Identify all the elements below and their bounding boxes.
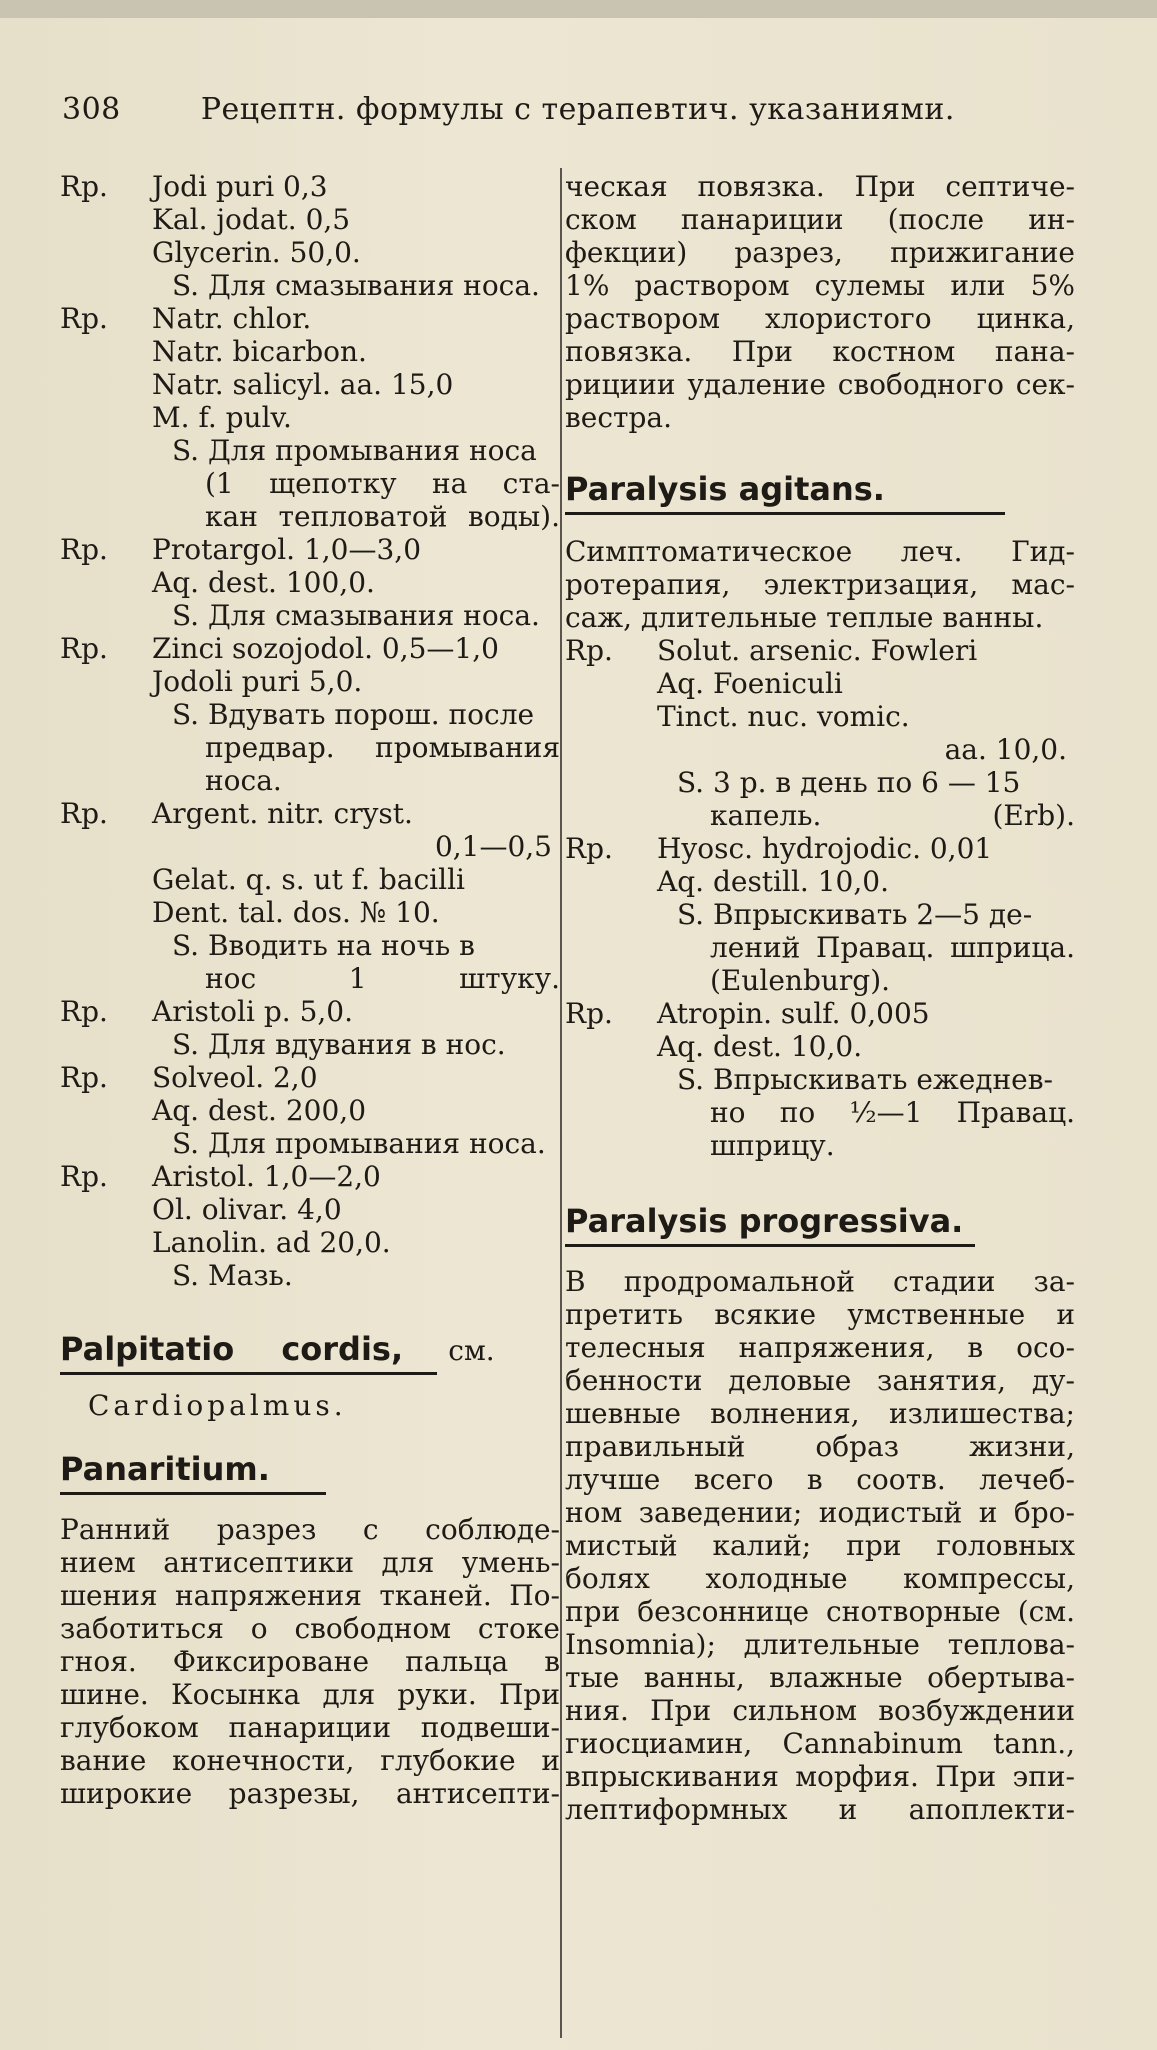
panaritium-title: Panaritium. xyxy=(60,1450,326,1495)
rx-ingredient: Natr. bicarbon. xyxy=(152,335,367,368)
rx-signa-cont: шприцу. xyxy=(710,1129,835,1162)
text-line: ротерапия, электризация, мас- xyxy=(565,568,1075,601)
rx-signa-cont: лений Правац. шприца. xyxy=(710,931,1075,964)
rx-ingredient: Argent. nitr. cryst. xyxy=(152,797,413,830)
text-line: саж, длительные теплые ванны. xyxy=(565,601,1044,634)
text-line: В продромальной стадии за- xyxy=(565,1265,1075,1298)
rx-ingredient: Protargol. 1,0—3,0 xyxy=(152,533,422,566)
rx-dose: aa. 10,0. xyxy=(944,733,1067,766)
rx-ingredient: Dent. tal. dos. № 10. xyxy=(152,896,440,929)
rx-ingredient: Jodi puri 0,3 xyxy=(152,170,328,203)
rx-first-line xyxy=(60,302,560,335)
rx-ingredient: M. f. pulv. xyxy=(152,401,292,434)
text-line: вание конечности, глубокие и xyxy=(60,1744,560,1777)
rx-ingredient: Aristoli p. 5,0. xyxy=(152,995,354,1028)
panaritium-continuation xyxy=(565,170,1075,434)
text-line: заботиться о свободном стоке xyxy=(60,1612,560,1645)
progressiva-title: Paralysis progressiva. xyxy=(565,1202,975,1247)
rx-signa-cont: капель. (Erb). xyxy=(710,799,1075,832)
rx-dose: 0,1—0,5 xyxy=(434,830,552,863)
rx-signa: S. Для промывания носа xyxy=(172,434,537,467)
text-line: 1% раствором сулемы или 5% xyxy=(565,269,1075,302)
text-line: правильный образ жизни, xyxy=(565,1430,1075,1463)
rx-signa: S. Для промывания носа. xyxy=(172,1127,546,1160)
rx-ingredient: Kal. jodat. 0,5 xyxy=(152,203,351,236)
palpitatio-title: Palpitatio cordis, xyxy=(60,1330,437,1375)
text-line: рициии удаление свободного сек- xyxy=(565,368,1075,401)
text-line: при безсоннице снотворные (см. xyxy=(565,1595,1075,1628)
rx-signa-cont: кан тепловатой воды). xyxy=(205,500,560,533)
rx-first-line xyxy=(565,634,1075,667)
right-column xyxy=(565,170,1075,1826)
text-line: глубоком панариции подвеши- xyxy=(60,1711,560,1744)
text-line: ческая повязка. При септиче- xyxy=(565,170,1075,203)
rx-ingredient: Aq. dest. 100,0. xyxy=(152,566,375,599)
palpitatio-reference: Cardiopalmus. xyxy=(88,1389,347,1422)
rx-ingredient: Solut. arsenic. Fowleri xyxy=(657,634,978,667)
rx-signa: S. Для вдувания в нос. xyxy=(172,1028,506,1061)
text-line: телесныя напряжения, в осо- xyxy=(565,1331,1075,1364)
text-line: фекции) разрез, прижигание xyxy=(565,236,1075,269)
rx-signa: S. Мазь. xyxy=(172,1259,293,1292)
rx-signa-cont: нос 1 штуку. xyxy=(205,962,560,995)
rx-ingredient: Glycerin. 50,0. xyxy=(152,236,361,269)
text-line: мистый калий; при головных xyxy=(565,1529,1075,1562)
rx-first-line xyxy=(60,797,560,830)
rx-first-line xyxy=(565,832,1075,865)
rx-signa: S. Впрыскивать ежеднев- xyxy=(677,1063,1053,1096)
scan-top-edge xyxy=(0,0,1157,18)
prescription-list-left xyxy=(60,170,560,1292)
agitans-title: Paralysis agitans. xyxy=(565,470,1005,515)
column-divider xyxy=(560,168,562,2038)
rp-label: Rp. xyxy=(60,1160,108,1193)
rx-ingredient: Atropin. sulf. 0,005 xyxy=(657,997,930,1030)
rx-ingredient: Hyosc. hydrojodic. 0,01 xyxy=(657,832,993,865)
text-line: Ранний разрез с соблюде- xyxy=(60,1513,560,1546)
rx-signa: S. Вдувать порош. после xyxy=(172,698,535,731)
panaritium-text xyxy=(60,1513,560,1810)
rx-signa-cont: предвар. промывания xyxy=(205,731,560,764)
rx-ingredient: Aristol. 1,0—2,0 xyxy=(152,1160,381,1193)
text-line: ском панариции (после ин- xyxy=(565,203,1075,236)
palpitatio-heading xyxy=(60,1330,560,1379)
text-line: лептиформных и апоплекти- xyxy=(565,1793,1075,1826)
running-title: Рецептн. формулы с терапевтич. указаниями. xyxy=(200,92,955,127)
page-header xyxy=(62,92,955,127)
rp-label: Rp. xyxy=(565,997,613,1030)
text-line: повязка. При костном пана- xyxy=(565,335,1075,368)
rx-signa-cont: но по ½—1 Правац. xyxy=(710,1096,1075,1129)
rx-ingredient: Aq. Foeniculi xyxy=(657,667,843,700)
rx-first-line xyxy=(60,1061,560,1094)
rp-label: Rp. xyxy=(60,1061,108,1094)
text-line: широкие разрезы, антисепти- xyxy=(60,1777,560,1810)
text-line: бенности деловые занятия, ду- xyxy=(565,1364,1075,1397)
text-line: Симптоматическое леч. Гид- xyxy=(565,535,1075,568)
see-reference-label: см. xyxy=(448,1334,495,1367)
page-number: 308 xyxy=(62,92,121,127)
rp-label: Rp. xyxy=(60,797,108,830)
text-line: вестра. xyxy=(565,401,673,434)
rx-ingredient: Aq. dest. 200,0 xyxy=(152,1094,367,1127)
rx-ingredient: Gelat. q. s. ut f. bacilli xyxy=(152,863,466,896)
text-line: гноя. Фиксироване пальца в xyxy=(60,1645,560,1678)
text-line: лучше всего в соотв. лечеб- xyxy=(565,1463,1075,1496)
rx-first-line xyxy=(60,1160,560,1193)
rx-signa: S. Для смазывания носа. xyxy=(172,599,540,632)
rx-signa: S. 3 р. в день по 6 — 15 xyxy=(677,766,1021,799)
rp-label: Rp. xyxy=(565,634,613,667)
rx-ingredient: Ol. olivar. 4,0 xyxy=(152,1193,342,1226)
text-line: гиосциамин, Cannabinum tann., xyxy=(565,1727,1075,1760)
rx-first-line xyxy=(60,632,560,665)
text-line: ния. При сильном возбуждении xyxy=(565,1694,1075,1727)
rp-label: Rp. xyxy=(60,533,108,566)
left-column xyxy=(60,170,560,1810)
rp-label: Rp. xyxy=(60,995,108,1028)
rx-ingredient: Zinci sozojodol. 0,5—1,0 xyxy=(152,632,499,665)
rx-signa-cont: (1 щепотку на ста- xyxy=(205,467,560,500)
text-line: нием антисептики для умень- xyxy=(60,1546,560,1579)
rx-signa: S. Вводить на ночь в xyxy=(172,929,475,962)
prescription-list-right xyxy=(565,634,1075,1162)
progressiva-heading xyxy=(565,1202,1075,1251)
rx-ingredient: Natr. chlor. xyxy=(152,302,312,335)
rx-ingredient: Aq. destill. 10,0. xyxy=(657,865,889,898)
text-line: впрыскивания морфия. При эпи- xyxy=(565,1760,1075,1793)
rx-signa-cont: носа. xyxy=(205,764,282,797)
agitans-heading xyxy=(565,470,1075,519)
rx-ingredient: Aq. dest. 10,0. xyxy=(657,1030,863,1063)
text-line: болях холодные компрессы, xyxy=(565,1562,1075,1595)
rx-first-line xyxy=(60,533,560,566)
agitans-intro xyxy=(565,535,1075,634)
rx-first-line xyxy=(60,170,560,203)
panaritium-heading xyxy=(60,1450,560,1499)
text-line: Insomnia); длительные теплова- xyxy=(565,1628,1075,1661)
rx-ingredient: Jodoli puri 5,0. xyxy=(152,665,363,698)
rp-label: Rp. xyxy=(60,632,108,665)
rx-ingredient: Tinct. nuc. vomic. xyxy=(657,700,910,733)
text-line: претить всякие умственные и xyxy=(565,1298,1075,1331)
rx-ingredient: Lanolin. ad 20,0. xyxy=(152,1226,391,1259)
rp-label: Rp. xyxy=(60,170,108,203)
text-line: ном заведении; иодистый и бро- xyxy=(565,1496,1075,1529)
rx-signa-cont: (Eulenburg). xyxy=(710,964,891,997)
rx-ingredient: Natr. salicyl. aa. 15,0 xyxy=(152,368,454,401)
progressiva-text xyxy=(565,1265,1075,1826)
rx-first-line xyxy=(60,995,560,1028)
text-line: шине. Косынка для руки. При xyxy=(60,1678,560,1711)
rp-label: Rp. xyxy=(60,302,108,335)
rx-signa: S. Для смазывания носа. xyxy=(172,269,540,302)
text-line: раствором хлористого цинка, xyxy=(565,302,1075,335)
rx-ingredient: Solveol. 2,0 xyxy=(152,1061,318,1094)
text-line: шения напряжения тканей. По- xyxy=(60,1579,560,1612)
rp-label: Rp. xyxy=(565,832,613,865)
rx-signa: S. Впрыскивать 2—5 де- xyxy=(677,898,1033,931)
rx-first-line xyxy=(565,997,1075,1030)
text-line: тые ванны, влажные обертыва- xyxy=(565,1661,1075,1694)
text-line: шевные волнения, излишества; xyxy=(565,1397,1075,1430)
